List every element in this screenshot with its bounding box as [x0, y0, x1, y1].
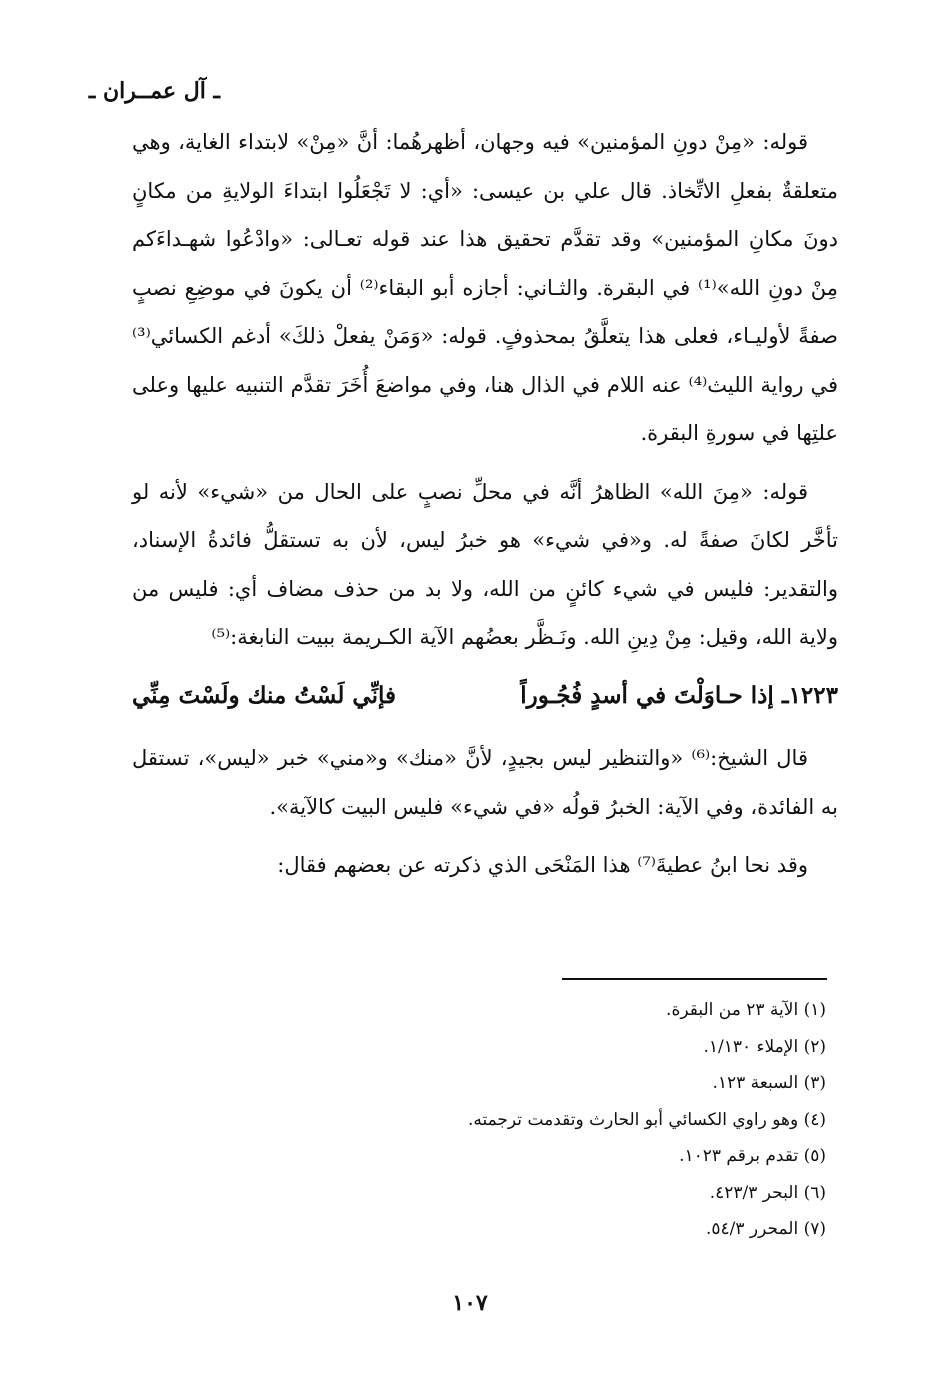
paragraph-4: وقد نحا ابنُ عطيةَ⁽⁷⁾ هذا المَنْحَى الذي ذكرته عن بعضهم فقال:: [277, 853, 808, 877]
footnote-2: (٢) الإملاء ١/١٣٠.: [703, 1036, 826, 1057]
paragraph-3: قال الشيخ:⁽⁶⁾ «والتنظير ليس بجيدٍ، لأنَّ «منك» و«مني» خبر «ليس»، تستقل به الفائدة، وفي الآية: الخبرُ قولُه «في شيء» فليس البيت كالآية».: [132, 746, 838, 819]
footnote-3: (٣) السبعة ١٢٣.: [712, 1073, 826, 1093]
footnote-4: (٤) وهو راوي الكسائي أبو الحارث وتقدمت ترجمته.: [467, 1109, 826, 1130]
footnote-5: (٥) تقدم برقم ١٠٢٣.: [679, 1146, 826, 1166]
verse-second-half: فإنِّي لَسْتُ منك ولَسْتَ مِنِّي: [132, 681, 397, 709]
running-header: ـ آل عمــران ـ: [88, 78, 220, 104]
footnote-7: (٧) المحرر ٥٤/٣.: [705, 1219, 826, 1239]
paragraph-2: قوله: «مِنَ الله» الظاهرُ أنَّه في محلِّ نصبٍ على الحال من «شيء» لأنه لو تأخَّر لكانَ صفةً له. و«في شيء» هو خبرُ ليس، لأن به تستقلُّ فائدةُ الإسناد، والتقدير: فليس في شيء كائنٍ من الله، ولا بد من حذف مضاف أي: فليس من ولاية الله، وقيل: مِنْ دِينِ الله. ونَـظَّر بعضُهم الآية الكـريمة ببيت النابغة:⁽⁵⁾: [132, 479, 838, 649]
paragraph-1: قوله: «مِنْ دونِ المؤمنين» فيه وجهان، أظهرهُما: أنَّ «مِنْ» لابتداء الغاية، وهي متعلقةٌ بفعلِ الاتِّخاذ. قال علي بن عيسى: «أي: لا تَجْعَلُوا ابتداءَ الولايةِ من مكانٍ دونَ مكانِ المؤمنين» وقد تقدَّم تحقيق هذا عند قوله تعـالى: «وادْعُوا شهـداءَكم مِنْ دونِ الله»⁽¹⁾ في البقرة. والثـاني: أجازه أبو البقاء⁽²⁾ أن يكونَ في موضِعِ نصبٍ صفةً لأوليـاء، فعلى هذا يتعلَّقُ بمحذوفٍ. قوله: «وَمَنْ يفعلْ ذلكَ» أدغم الكسائي⁽³⁾ في رواية الليث⁽⁴⁾ عنه اللام في الذال هنا، وفي مواضعَ أُخَرَ تقدَّم التنبيه عليها وعلى علتِها في سورةِ البقرة.: [132, 130, 839, 445]
footnote-1: (١) الآية ٢٣ من البقرة.: [666, 1000, 826, 1020]
main-text: [132, 118, 838, 900]
footnotes: [300, 992, 826, 1248]
poetry-verse: [132, 672, 838, 721]
footnote-6: (٦) البحر ٤٢٣/٣.: [709, 1182, 826, 1203]
verse-first-half: ١٢٢٣ـ إذا حـاوَلْتَ في أسدٍ فُجُـوراً: [520, 681, 838, 709]
verse-number: ١٢٢٣ـ: [781, 681, 838, 709]
footnote-separator: [562, 978, 827, 980]
page-number: ١٠٧: [452, 1290, 488, 1316]
